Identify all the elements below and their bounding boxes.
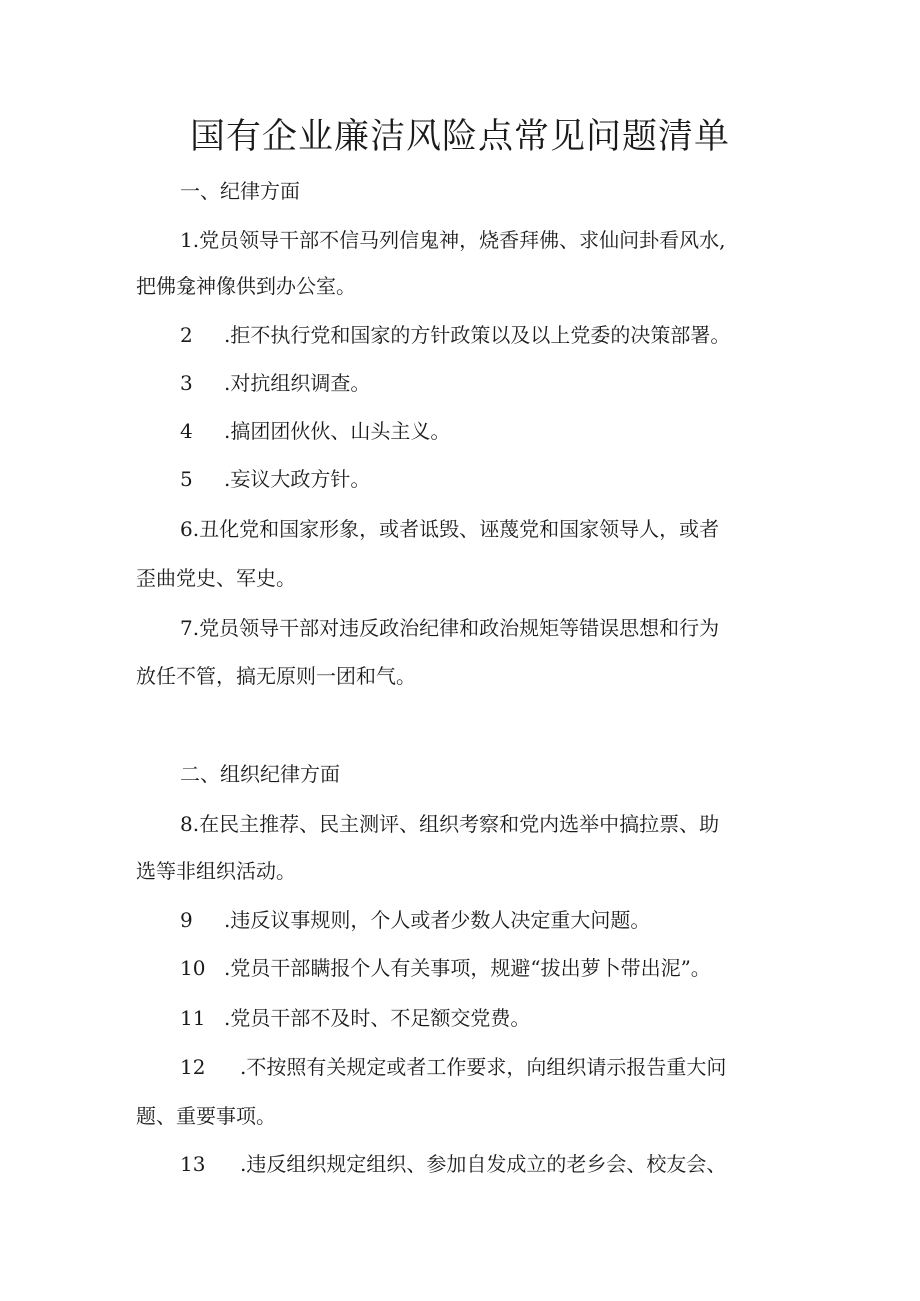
item-text: .党员领导干部不信马列信鬼神，烧香拜佛、求仙问卦看风水, [192,228,726,252]
list-item-12-continuation: 题、重要事项。 [136,1104,276,1128]
item-number: 4 [180,419,193,443]
list-item-13 [180,1149,726,1179]
list-item-6 [180,514,719,544]
list-item-3 [180,368,370,398]
list-item-2 [180,320,730,350]
item-text: .对抗组织调查。 [224,371,371,395]
list-item-1 [180,225,725,255]
item-text: .党员干部瞒报个人有关事项，规避“拔出萝卜带出泥”。 [224,956,711,980]
section-heading-organization: 二、组织纪律方面 [180,762,340,786]
list-item-12 [180,1052,726,1082]
item-text: .不按照有关规定或者工作要求，向组织请示报告重大问 [240,1055,727,1079]
item-text: .违反议事规则，个人或者少数人决定重大问题。 [224,908,651,932]
item-number: 6 [180,517,193,541]
item-number: 11 [180,1006,206,1030]
item-text: .拒不执行党和国家的方针政策以及以上党委的决策部署。 [224,323,731,347]
item-number: 3 [180,371,193,395]
item-number: 9 [180,908,193,932]
list-item-7 [180,613,719,643]
list-item-4 [180,416,450,446]
item-number: 12 [180,1055,206,1079]
list-item-1-continuation: 把佛龛神像供到办公室。 [136,274,356,298]
item-number: 1 [180,228,193,252]
list-item-8-continuation: 选等非组织活动。 [136,859,296,883]
list-item-8 [180,809,719,839]
item-text: .党员领导干部对违反政治纪律和政治规矩等错误思想和行为 [192,616,720,640]
list-item-5 [180,464,370,494]
section-heading-discipline: 一、纪律方面 [180,179,300,203]
list-item-10 [180,953,711,983]
item-number: 7 [180,616,193,640]
list-item-7-continuation: 放任不管，搞无原则一团和气。 [136,664,416,688]
item-number: 10 [180,956,206,980]
item-text: .违反组织规定组织、参加自发成立的老乡会、校友会、 [240,1152,727,1176]
item-text: .丑化党和国家形象，或者诋毁、诬蔑党和国家领导人，或者 [192,517,720,541]
list-item-6-continuation: 歪曲党史、军史。 [136,566,296,590]
item-number: 5 [180,467,193,491]
item-text: .在民主推荐、民主测评、组织考察和党内选举中搞拉票、助 [192,812,720,836]
item-text: .妄议大政方针。 [224,467,371,491]
list-item-9 [180,905,650,935]
item-number: 13 [180,1152,206,1176]
item-text: .搞团团伙伙、山头主义。 [224,419,451,443]
item-number: 2 [180,323,193,347]
item-number: 8 [180,812,193,836]
item-text: .党员干部不及时、不足额交党费。 [224,1006,531,1030]
list-item-11 [180,1003,530,1033]
document-title: 国有企业廉洁风险点常见问题清单 [189,117,730,157]
